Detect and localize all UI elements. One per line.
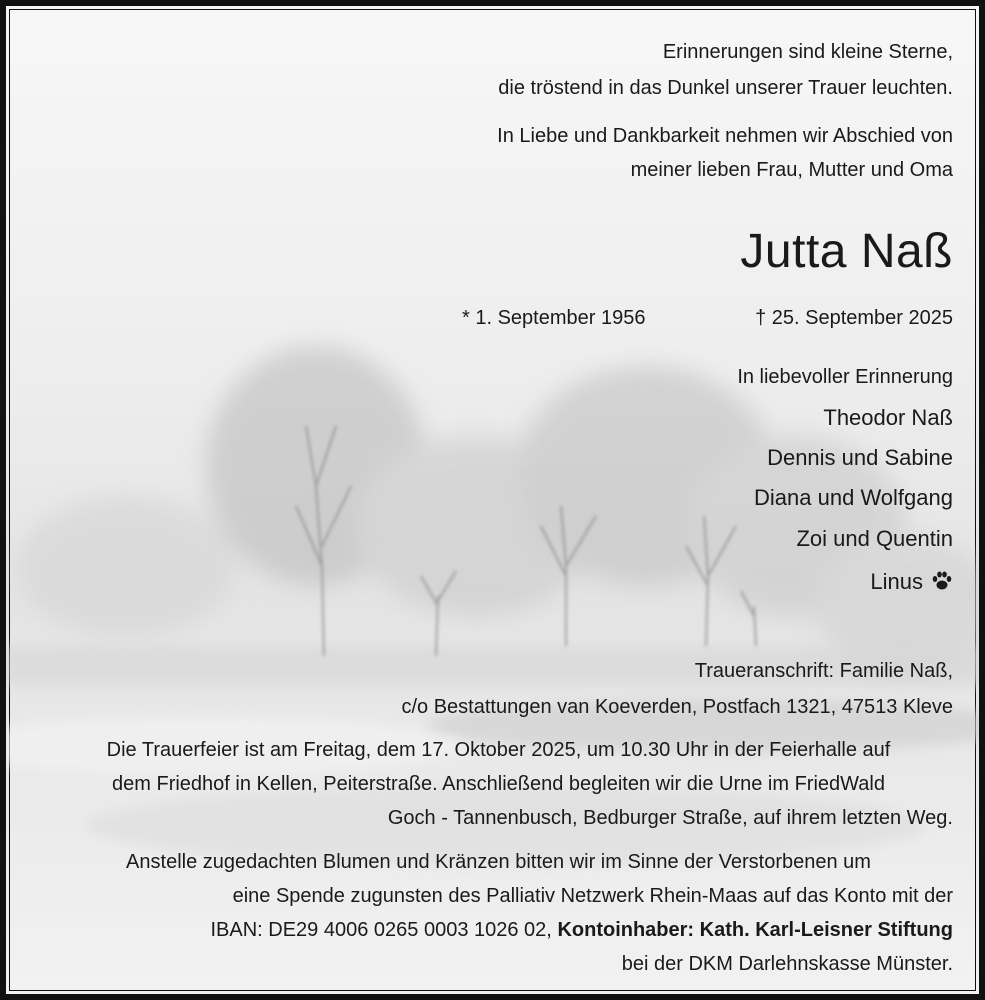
donation-line-1: Anstelle zugedachten Blumen und Kränzen bitten wir im Sinne der Verstorbenen um (126, 851, 871, 873)
mourner-name: Zoi und Quentin (796, 526, 953, 551)
ceremony-line-2: dem Friedhof in Kellen, Peiterstraße. Anschließend begleiten wir die Urne im FriedWald (112, 773, 885, 795)
ceremony-line-3: Goch - Tannenbusch, Bedburger Straße, auf ihrem letzten Weg. (387, 807, 953, 829)
mourner-name: Dennis und Sabine (767, 445, 953, 470)
farewell-line-1: In Liebe und Dankbarkeit nehmen wir Abschied von (497, 125, 953, 147)
verse-line-1: Erinnerungen sind kleine Sterne, (662, 41, 953, 63)
bank-name: bei der DKM Darlehnskasse Münster. (621, 953, 953, 975)
mourners-heading: In liebevoller Erinnerung (737, 366, 953, 388)
death-date: † 25. September 2025 (755, 307, 953, 329)
donation-iban-line (210, 918, 953, 942)
deceased-name: Jutta Naß (740, 225, 953, 278)
iban-text: IBAN: DE29 4006 0265 0003 1026 02, (210, 919, 552, 941)
mourner-name: Theodor Naß (823, 405, 953, 430)
donation-line-2: eine Spende zugunsten des Palliativ Netzwerk Rhein-Maas auf das Konto mit der (232, 885, 953, 907)
mourner-name: Linus (870, 569, 923, 594)
address-line-2: c/o Bestattungen van Koeverden, Postfach 1321, 47513 Kleve (401, 696, 953, 718)
birth-date: * 1. September 1956 (462, 307, 646, 329)
ceremony-line-1: Die Trauerfeier ist am Freitag, dem 17. Oktober 2025, um 10.30 Uhr in der Feierhalle auf (106, 739, 891, 761)
mourner-pet-line (870, 568, 953, 596)
verse-line-2: die tröstend in das Dunkel unserer Trauer leuchten. (498, 77, 953, 99)
account-holder: Kontoinhaber: Kath. Karl-Leisner Stiftung (557, 919, 953, 941)
address-line-1: Traueranschrift: Familie Naß, (694, 660, 953, 682)
paw-icon (931, 570, 953, 592)
farewell-line-2: meiner lieben Frau, Mutter und Oma (630, 159, 953, 181)
notice-content (6, 6, 985, 1000)
mourner-name: Diana und Wolfgang (754, 485, 953, 510)
